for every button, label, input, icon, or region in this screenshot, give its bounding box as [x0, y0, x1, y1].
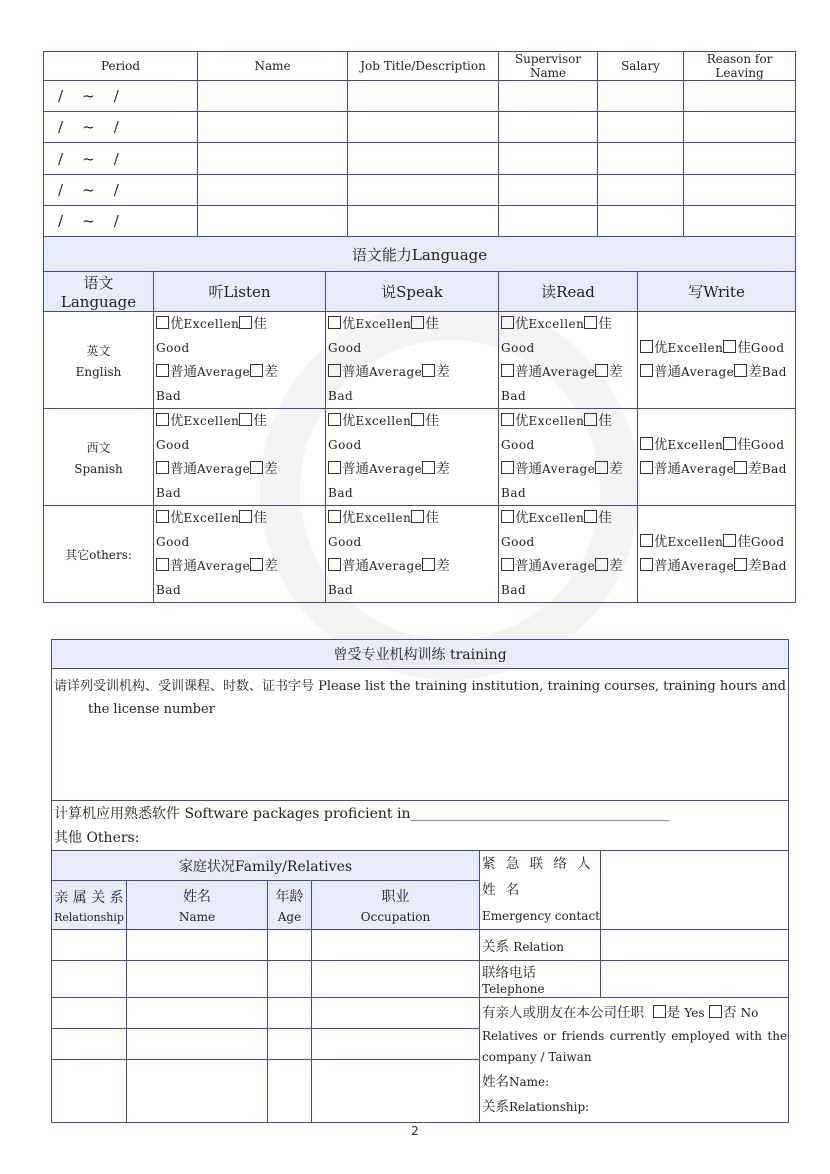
language-label: 其它others:: [44, 506, 154, 603]
relationship-cell[interactable]: [52, 930, 127, 961]
checkbox-icon[interactable]: [640, 340, 653, 353]
checkbox-icon[interactable]: [723, 437, 736, 450]
relation-field[interactable]: [601, 930, 789, 961]
name-cell[interactable]: [198, 175, 348, 206]
checkbox-icon[interactable]: [501, 364, 514, 377]
training-section-title: 曾受专业机构训练 training: [52, 640, 789, 669]
checkbox-icon[interactable]: [640, 461, 653, 474]
relationship-cell[interactable]: [52, 998, 127, 1029]
reason-cell[interactable]: [684, 81, 796, 112]
age-cell[interactable]: [268, 998, 312, 1029]
header-job-title: Job Title/Description: [348, 52, 499, 81]
reason-cell[interactable]: [684, 175, 796, 206]
name-cell[interactable]: [198, 112, 348, 143]
checkbox-icon[interactable]: [501, 461, 514, 474]
work-history-table: [43, 51, 796, 603]
occupation-cell[interactable]: [312, 930, 480, 961]
listen-options[interactable]: 优Excellen 佳 Good 普通Average 差 Bad: [154, 506, 326, 603]
relatives-employed-question: 有亲人或朋友在本公司任职 是 Yes 否 No: [482, 1005, 759, 1021]
training-details-field[interactable]: 请详列受训机构、受训课程、时数、证书字号 Please list the training institution, training courses, training hours and the license number: [52, 669, 789, 801]
checkbox-icon[interactable]: [239, 316, 252, 329]
checkbox-icon[interactable]: [422, 364, 435, 377]
read-options[interactable]: 优Excellen 佳Good 普通Average 差Bad: [499, 312, 638, 409]
supervisor-cell[interactable]: [499, 175, 598, 206]
period-cell[interactable]: / ~ /: [44, 81, 198, 112]
name-cell[interactable]: [127, 1029, 268, 1060]
job-cell[interactable]: [348, 206, 499, 237]
speak-options[interactable]: 优Excellen 佳 Good 普通Average 差 Bad: [326, 506, 499, 603]
work-row: [44, 175, 796, 206]
col-name: 姓名 Name: [127, 881, 268, 930]
checkbox-icon[interactable]: [411, 510, 424, 523]
checkbox-icon[interactable]: [250, 364, 263, 377]
checkbox-icon[interactable]: [156, 413, 169, 426]
job-cell[interactable]: [348, 112, 499, 143]
supervisor-cell[interactable]: [499, 143, 598, 175]
language-label: 西文 Spanish: [44, 409, 154, 506]
checkbox-icon[interactable]: [156, 461, 169, 474]
checkbox-icon[interactable]: [422, 558, 435, 571]
write-options[interactable]: 优Excellen 佳Good 普通Average 差Bad: [638, 312, 796, 409]
checkbox-icon[interactable]: [640, 534, 653, 547]
salary-cell[interactable]: [598, 206, 684, 237]
name-cell[interactable]: [198, 143, 348, 175]
checkbox-icon[interactable]: [734, 364, 747, 377]
speak-options[interactable]: 优Excellen 佳 Good 普通Average 差 Bad: [326, 312, 499, 409]
salary-cell[interactable]: [598, 81, 684, 112]
job-cell[interactable]: [348, 81, 499, 112]
col-occupation: 职业 Occupation: [312, 881, 480, 930]
supervisor-cell[interactable]: [499, 81, 598, 112]
listen-options[interactable]: 优Excellen 佳 Good 普通Average 差 Bad: [154, 409, 326, 506]
header-name: Name: [198, 52, 348, 81]
software-and-others[interactable]: [52, 801, 789, 851]
occupation-cell[interactable]: [312, 1029, 480, 1060]
checkbox-icon[interactable]: [584, 413, 597, 426]
col-read: 读Read: [499, 272, 638, 312]
checkbox-icon[interactable]: [584, 510, 597, 523]
language-row-english: [44, 312, 796, 409]
occupation-cell[interactable]: [312, 998, 480, 1029]
checkbox-icon[interactable]: [734, 558, 747, 571]
checkbox-icon[interactable]: [595, 364, 608, 377]
telephone-field[interactable]: [601, 961, 789, 998]
checkbox-icon[interactable]: [328, 510, 341, 523]
checkbox-icon[interactable]: [156, 316, 169, 329]
header-reason: Reason for Leaving: [684, 52, 796, 81]
relatives-employed-section: 有亲人或朋友在本公司任职 是 Yes 否 No Relatives or friends currently employed with the company / Taiwan 姓名Name: 关系Relationship:: [480, 998, 789, 1123]
col-language: 语文 Language: [44, 272, 154, 312]
period-cell[interactable]: / ~ /: [44, 112, 198, 143]
name-cell[interactable]: [198, 81, 348, 112]
name-cell[interactable]: [127, 998, 268, 1029]
checkbox-icon[interactable]: [734, 461, 747, 474]
language-label: 英文 English: [44, 312, 154, 409]
header-salary: Salary: [598, 52, 684, 81]
checkbox-icon[interactable]: [640, 364, 653, 377]
col-speak: 说Speak: [326, 272, 499, 312]
checkbox-icon[interactable]: [411, 413, 424, 426]
work-row: [44, 206, 796, 237]
relative-name-field[interactable]: 姓名Name:: [482, 1074, 550, 1090]
language-row-spanish: [44, 409, 796, 506]
checkbox-icon[interactable]: [422, 461, 435, 474]
write-options[interactable]: 优Excellen 佳Good 普通Average 差Bad: [638, 506, 796, 603]
relation-label: 关系 Relation: [480, 930, 601, 961]
checkbox-icon[interactable]: [156, 510, 169, 523]
training-family-table: [51, 639, 789, 1123]
checkbox-icon[interactable]: [328, 558, 341, 571]
checkbox-icon[interactable]: [328, 316, 341, 329]
reason-cell[interactable]: [684, 112, 796, 143]
header-supervisor: Supervisor Name: [499, 52, 598, 81]
occupation-cell[interactable]: [312, 1060, 480, 1123]
checkbox-icon[interactable]: [239, 413, 252, 426]
salary-cell[interactable]: [598, 112, 684, 143]
checkbox-icon[interactable]: [595, 461, 608, 474]
checkbox-icon[interactable]: [723, 534, 736, 547]
language-section-title: 语文能力Language: [44, 237, 796, 272]
checkbox-icon[interactable]: [328, 413, 341, 426]
occupation-cell[interactable]: [312, 961, 480, 998]
emergency-contact-label: 紧 急 联 络 人 姓 名 Emergency contact: [480, 851, 601, 930]
write-options[interactable]: 优Excellen 佳Good 普通Average 差Bad: [638, 409, 796, 506]
age-cell[interactable]: [268, 930, 312, 961]
work-row: [44, 112, 796, 143]
checkbox-icon[interactable]: [328, 461, 341, 474]
software-field[interactable]: 计算机应用熟悉软件 Software packages proficient in_____________________________________: [54, 805, 670, 822]
page-number: 2: [411, 1124, 419, 1138]
col-write: 写Write: [638, 272, 796, 312]
checkbox-icon[interactable]: [250, 461, 263, 474]
emergency-contact-field[interactable]: [601, 851, 789, 930]
age-cell[interactable]: [268, 1029, 312, 1060]
supervisor-cell[interactable]: [499, 112, 598, 143]
read-options[interactable]: 优Excellen 佳Good 普通Average 差Bad: [499, 409, 638, 506]
checkbox-icon[interactable]: [250, 558, 263, 571]
work-row: [44, 81, 796, 112]
checkbox-yes-icon[interactable]: [653, 1005, 666, 1018]
name-cell[interactable]: [127, 1060, 268, 1123]
relative-relationship-field[interactable]: 关系Relationship:: [482, 1099, 590, 1115]
work-row: [44, 143, 796, 175]
read-options[interactable]: 优Excellen 佳Good 普通Average 差Bad: [499, 506, 638, 603]
language-row-others: [44, 506, 796, 603]
name-cell[interactable]: [127, 961, 268, 998]
checkbox-icon[interactable]: [156, 558, 169, 571]
name-cell[interactable]: [198, 206, 348, 237]
col-listen: 听Listen: [154, 272, 326, 312]
period-cell[interactable]: / ~ /: [44, 175, 198, 206]
header-period: Period: [44, 52, 198, 81]
supervisor-cell[interactable]: [499, 206, 598, 237]
job-cell[interactable]: [348, 175, 499, 206]
relationship-cell[interactable]: [52, 961, 127, 998]
relationship-cell[interactable]: [52, 1029, 127, 1060]
age-cell[interactable]: [268, 961, 312, 998]
checkbox-icon[interactable]: [501, 510, 514, 523]
col-relationship: 亲 属 关 系 Relationship: [52, 881, 127, 930]
job-cell[interactable]: [348, 143, 499, 175]
checkbox-icon[interactable]: [156, 364, 169, 377]
salary-cell[interactable]: [598, 175, 684, 206]
checkbox-icon[interactable]: [584, 316, 597, 329]
checkbox-no-icon[interactable]: [709, 1005, 722, 1018]
checkbox-icon[interactable]: [640, 437, 653, 450]
checkbox-icon[interactable]: [239, 510, 252, 523]
reason-cell[interactable]: [684, 206, 796, 237]
name-cell[interactable]: [127, 930, 268, 961]
period-cell[interactable]: / ~ /: [44, 206, 198, 237]
checkbox-icon[interactable]: [501, 413, 514, 426]
checkbox-icon[interactable]: [640, 558, 653, 571]
salary-cell[interactable]: [598, 143, 684, 175]
others-field[interactable]: 其他 Others:: [54, 829, 140, 846]
checkbox-icon[interactable]: [411, 316, 424, 329]
checkbox-icon[interactable]: [501, 558, 514, 571]
reason-cell[interactable]: [684, 143, 796, 175]
checkbox-icon[interactable]: [723, 340, 736, 353]
period-cell[interactable]: / ~ /: [44, 143, 198, 175]
telephone-label: 联络电话 Telephone: [480, 961, 601, 998]
family-section-title: 家庭状况Family/Relatives: [52, 851, 480, 881]
checkbox-icon[interactable]: [501, 316, 514, 329]
checkbox-icon[interactable]: [328, 364, 341, 377]
relationship-cell[interactable]: [52, 1060, 127, 1123]
speak-options[interactable]: 优Excellen 佳 Good 普通Average 差 Bad: [326, 409, 499, 506]
listen-options[interactable]: 优Excellen 佳 Good 普通Average 差 Bad: [154, 312, 326, 409]
checkbox-icon[interactable]: [595, 558, 608, 571]
col-age: 年龄 Age: [268, 881, 312, 930]
age-cell[interactable]: [268, 1060, 312, 1123]
